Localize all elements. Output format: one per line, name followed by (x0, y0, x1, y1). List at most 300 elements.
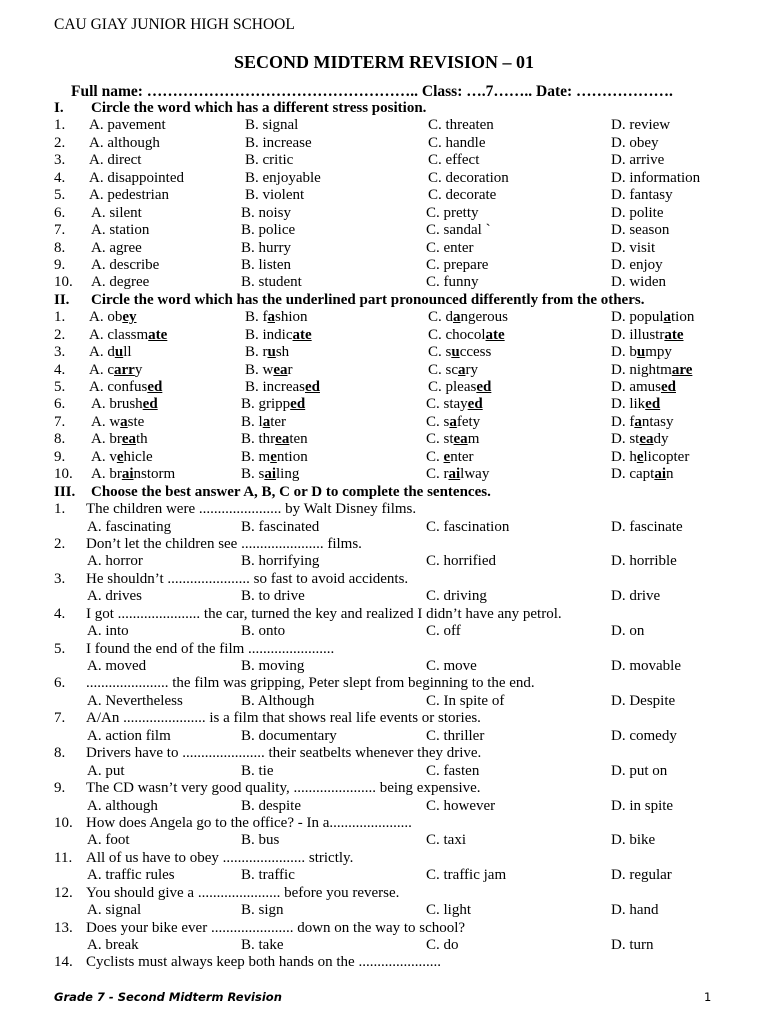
option-text: ngerous (460, 309, 509, 326)
options-row (0, 658, 768, 675)
underlined-sound: ed (142, 396, 158, 413)
answer-option[interactable]: A. although (87, 797, 158, 814)
option-text: ntion (276, 448, 308, 465)
answer-option[interactable]: A. foot (87, 832, 130, 849)
answer-option[interactable]: C. prepare (426, 256, 489, 273)
answer-option[interactable] (611, 344, 672, 361)
answer-option[interactable] (426, 431, 479, 448)
answer-option[interactable]: D. hand (611, 902, 659, 919)
question-row (0, 885, 768, 902)
answer-option[interactable]: C. horrified (426, 553, 496, 570)
answer-option[interactable] (426, 449, 474, 466)
underlined-sound: u (267, 344, 276, 361)
section-instruction: Circle the word which has the underlined part pronounced differently from the others. (91, 291, 645, 308)
question-number: 5. (54, 640, 66, 657)
answer-option[interactable] (241, 414, 286, 431)
answer-option[interactable] (89, 379, 162, 396)
answer-option[interactable] (426, 414, 480, 431)
answer-option[interactable]: B. despite (241, 797, 301, 814)
option-text: sh (275, 344, 290, 361)
question-number: 8. (54, 431, 66, 448)
answer-option[interactable]: A. direct (89, 152, 142, 169)
question-number: 6. (54, 675, 66, 692)
underlined-sound: a (634, 413, 642, 430)
answer-option[interactable]: A. break (87, 937, 139, 953)
answer-option[interactable]: D. arrive (611, 152, 665, 169)
answer-option[interactable]: C. move (426, 658, 477, 674)
option-text: C. s (428, 344, 452, 361)
option-text: ter (270, 413, 287, 430)
option-text: ste (127, 413, 145, 430)
section-heading (0, 292, 768, 309)
answer-option[interactable]: B. documentary (241, 727, 337, 744)
answer-option[interactable]: B. to drive (241, 588, 305, 605)
option-text: C. r (426, 466, 449, 483)
question-row (0, 396, 768, 413)
answer-option[interactable]: D. fantasy (611, 187, 673, 204)
answer-option[interactable]: D. regular (611, 867, 672, 884)
answer-option[interactable]: A. into (87, 623, 129, 640)
answer-option[interactable]: B. critic (245, 152, 294, 169)
answer-option[interactable]: C. decorate (428, 187, 497, 204)
answer-option[interactable]: B. horrifying (241, 553, 320, 570)
answer-option[interactable]: A. traffic rules (87, 867, 175, 884)
answer-option[interactable]: D. widen (611, 274, 666, 291)
question-number: 6. (54, 396, 66, 413)
answer-option[interactable]: B. enjoyable (245, 169, 321, 186)
question-row (0, 641, 768, 658)
underlined-sound: u (636, 344, 646, 361)
answer-option[interactable]: A. signal (87, 902, 142, 919)
section-instruction: Choose the best answer A, B, C or D to complete the sentences. (91, 483, 491, 500)
question-number: 3. (54, 570, 66, 587)
option-text: m (467, 431, 480, 448)
question-stem: The CD wasn’t very good quality, ...................... being expensive. (86, 780, 481, 797)
answer-option[interactable]: C. threaten (428, 117, 494, 134)
answer-option[interactable]: D. turn (611, 937, 654, 953)
option-text: B. m (241, 448, 271, 465)
option-text: D. h (611, 448, 637, 465)
option-text: D. lik (611, 396, 646, 413)
underlined-sound: e (116, 448, 124, 465)
question-number: 10. (54, 814, 73, 831)
answer-option[interactable] (241, 449, 308, 466)
option-text: y (134, 361, 143, 378)
question-stem: I found the end of the film ....................... (86, 640, 335, 657)
answer-option[interactable]: C. In spite of (426, 692, 505, 709)
underlined-sound: e (636, 448, 644, 465)
question-stem: All of us have to obey ...................... strictly. (86, 849, 354, 866)
option-text: A. d (89, 344, 115, 361)
underlined-sound: ate (664, 326, 684, 343)
answer-option[interactable]: B. increase (245, 134, 312, 151)
question-row (0, 152, 768, 169)
answer-option[interactable]: C. fascination (426, 518, 510, 535)
question-number: 8. (54, 745, 66, 762)
answer-option[interactable] (611, 362, 692, 379)
answer-option[interactable]: D. season (611, 222, 670, 239)
answer-option[interactable] (89, 362, 142, 379)
question-number: 7. (54, 222, 66, 239)
answer-option[interactable] (91, 449, 153, 466)
question-stem: You should give a ...................... before you reverse. (86, 884, 400, 901)
question-row (0, 117, 768, 134)
answer-option[interactable]: D. enjoy (611, 256, 663, 273)
question-row (0, 536, 768, 553)
answer-option[interactable]: C. effect (428, 152, 480, 169)
question-row (0, 205, 768, 222)
answer-option[interactable] (91, 396, 158, 413)
underlined-sound: ate (485, 326, 505, 343)
option-text: ntasy (641, 413, 674, 430)
underlined-sound: ai (264, 466, 277, 483)
underlined-sound: ea (639, 431, 654, 448)
option-text: B. l (241, 413, 263, 430)
option-text: D. st (611, 431, 640, 448)
answer-option[interactable]: D. visit (611, 239, 656, 256)
answer-option[interactable]: D. fascinate (611, 518, 683, 535)
answer-option[interactable]: C. thriller (426, 727, 485, 744)
answer-option[interactable] (611, 449, 689, 466)
answer-option[interactable] (428, 362, 478, 379)
question-number: 9. (54, 256, 66, 273)
option-text: D. illustr (611, 326, 665, 343)
question-number: 9. (54, 780, 66, 797)
answer-option[interactable] (91, 466, 175, 483)
answer-option[interactable]: A. action film (87, 727, 171, 744)
answer-option[interactable]: C. pretty (426, 204, 479, 221)
question-stem: Don’t let the children see ...................... films. (86, 535, 362, 552)
answer-option[interactable]: A. pedestrian (89, 187, 169, 204)
option-text: C. st (426, 431, 454, 448)
option-text: ry (465, 361, 478, 378)
question-stem: He shouldn’t ...................... so fast to avoid accidents. (86, 570, 409, 587)
option-text: nstorm (133, 466, 176, 483)
answer-option[interactable]: B. police (241, 222, 296, 239)
question-row (0, 780, 768, 797)
answer-option[interactable]: A. degree (91, 274, 150, 291)
underlined-sound: e (270, 448, 277, 465)
option-text: B. increas (245, 379, 305, 395)
question-stem: A/An ...................... is a film that shows real life events or stories. (86, 710, 481, 727)
underlined-sound: ai (448, 466, 461, 483)
underlined-sound: u (114, 344, 124, 361)
answer-option[interactable] (89, 327, 167, 344)
option-text: fety (456, 413, 481, 430)
question-number: 11. (54, 849, 73, 866)
answer-option[interactable]: A. horror (87, 553, 143, 570)
answer-option[interactable]: D. polite (611, 204, 664, 221)
option-text: C. sc (428, 361, 458, 378)
answer-option[interactable]: B. hurry (241, 239, 291, 256)
question-row (0, 954, 768, 971)
question-number: 4. (54, 605, 66, 622)
answer-option[interactable]: A. put (87, 762, 125, 779)
option-text: r (287, 361, 293, 378)
question-row (0, 309, 768, 326)
answer-option[interactable]: D. on (611, 623, 645, 640)
options-row (0, 867, 768, 884)
question-number: 7. (54, 710, 66, 727)
answer-option[interactable] (91, 414, 144, 431)
question-row (0, 710, 768, 727)
underlined-sound: ey (122, 309, 137, 326)
answer-option[interactable] (611, 327, 684, 344)
answer-option[interactable]: A. agree (91, 239, 142, 256)
answer-option[interactable]: C. driving (426, 588, 487, 605)
answer-option[interactable] (426, 466, 489, 483)
option-text: ten (289, 431, 308, 448)
answer-option[interactable]: A. silent (91, 204, 142, 221)
underlined-sound: a (449, 413, 457, 430)
question-row (0, 222, 768, 239)
question-number: 12. (54, 884, 73, 901)
section-number: III. (54, 483, 76, 500)
question-number: 10. (54, 466, 73, 483)
exercise-content (0, 100, 768, 972)
section-number: I. (54, 100, 64, 116)
underlined-sound: a (120, 413, 128, 430)
option-text: ll (123, 344, 132, 361)
underlined-sound: ai (121, 466, 134, 483)
answer-option[interactable]: D. movable (611, 658, 681, 674)
question-row (0, 850, 768, 867)
answer-option[interactable]: B. violent (245, 187, 305, 204)
option-text: D. capt (611, 466, 655, 483)
option-text: B. gripp (241, 396, 291, 413)
answer-option[interactable]: B. listen (241, 256, 292, 273)
option-text: B. indic (245, 326, 293, 343)
question-row (0, 187, 768, 204)
question-stem: Cyclists must always keep both hands on the ...................... (86, 954, 441, 971)
question-row (0, 571, 768, 588)
answer-option[interactable]: B. noisy (241, 204, 292, 221)
underlined-sound: ed (467, 396, 483, 413)
underlined-sound: ea (453, 431, 468, 448)
answer-option[interactable] (89, 344, 132, 361)
answer-option[interactable]: D. drive (611, 588, 661, 605)
answer-option[interactable] (611, 379, 676, 396)
question-number: 1. (54, 501, 66, 518)
answer-option[interactable]: B. take (241, 937, 284, 953)
option-text: A. w (91, 413, 121, 430)
underlined-sound: ea (121, 431, 136, 448)
underlined-sound: ate (292, 326, 312, 343)
answer-option[interactable]: C. off (426, 623, 461, 640)
answer-option[interactable]: C. sandal ` (426, 222, 491, 239)
answer-option[interactable] (245, 327, 312, 344)
option-text: A. c (89, 361, 114, 378)
option-text: A. classm (89, 326, 149, 343)
options-row (0, 623, 768, 640)
question-row (0, 745, 768, 762)
option-text: C. pleas (428, 379, 477, 395)
options-row (0, 519, 768, 536)
question-number: 8. (54, 239, 66, 256)
underlined-sound: ed (661, 379, 676, 395)
option-text: B. r (245, 344, 268, 361)
question-row (0, 257, 768, 274)
question-number: 7. (54, 413, 66, 430)
answer-option[interactable] (245, 379, 320, 396)
answer-option[interactable]: D. bike (611, 832, 656, 849)
answer-option[interactable]: A. drives (87, 588, 142, 605)
question-number: 3. (54, 344, 66, 361)
question-row (0, 606, 768, 623)
answer-option[interactable]: C. funny (426, 274, 479, 291)
section-instruction: Circle the word which has a different stress position. (91, 100, 427, 116)
option-text: D. popul (611, 309, 664, 326)
question-stem: Drivers have to ...................... their seatbelts whenever they drive. (86, 745, 482, 762)
answer-option[interactable]: D. Despite (611, 692, 676, 709)
underlined-sound: ea (273, 361, 288, 378)
option-text: nter (450, 448, 474, 465)
answer-option[interactable]: C. taxi (426, 832, 466, 849)
answer-option[interactable] (89, 309, 137, 326)
answer-option[interactable]: A. moved (87, 658, 147, 674)
answer-option[interactable]: D. put on (611, 762, 668, 779)
underlined-sound: a (267, 309, 275, 326)
underlined-sound: ate (148, 326, 168, 343)
answer-option[interactable] (241, 396, 305, 413)
answer-option[interactable]: B. student (241, 274, 302, 291)
answer-option[interactable] (241, 431, 308, 448)
answer-option[interactable]: C. enter (426, 239, 474, 256)
answer-option[interactable] (428, 327, 505, 344)
answer-option[interactable] (611, 414, 674, 431)
underlined-sound: ed (290, 396, 306, 413)
question-row (0, 414, 768, 431)
answer-option[interactable] (611, 396, 660, 413)
option-text: tion (671, 309, 695, 326)
answer-option[interactable]: A. describe (91, 256, 160, 273)
answer-option[interactable]: B. fascinated (241, 518, 320, 535)
question-row (0, 501, 768, 518)
underlined-sound: a (663, 309, 671, 326)
question-stem: Does your bike ever ...................... down on the way to school? (86, 919, 466, 936)
option-text: C. chocol (428, 326, 486, 343)
answer-option[interactable]: D. in spite (611, 797, 674, 814)
answer-option[interactable] (245, 309, 308, 326)
answer-option[interactable] (611, 431, 669, 448)
answer-option[interactable]: A. although (89, 134, 160, 151)
answer-option[interactable]: B. moving (241, 658, 305, 674)
question-number: 5. (54, 187, 66, 204)
answer-option[interactable] (91, 431, 148, 448)
question-stem: I got ...................... the car, turned the key and realized I didn’t have any petrol. (86, 605, 562, 622)
question-stem: ...................... the film was gripping, Peter slept from beginning to the end. (86, 675, 535, 692)
options-row (0, 832, 768, 849)
question-number: 9. (54, 448, 66, 465)
answer-option[interactable]: C. handle (428, 134, 486, 151)
underlined-sound: ed (476, 379, 492, 395)
answer-option[interactable]: C. however (426, 797, 496, 814)
section-heading (0, 484, 768, 501)
answer-option[interactable] (428, 379, 491, 396)
page-number: 1 (704, 990, 712, 1004)
answer-option[interactable] (245, 362, 293, 379)
option-text: D. nightm (611, 361, 672, 378)
question-number: 3. (54, 152, 66, 169)
option-text: n (666, 466, 674, 483)
fullname-line: Full name: …………………………………………….. Class: ….7…….. Date: ………………. (71, 83, 673, 100)
option-text: B. thr (241, 431, 276, 448)
answer-option[interactable]: A. pavement (89, 117, 166, 134)
answer-option[interactable]: B. signal (245, 117, 299, 134)
option-text: shion (275, 309, 308, 326)
option-text: C. d (428, 309, 454, 326)
answer-option[interactable]: C. traffic jam (426, 867, 507, 884)
answer-option[interactable]: B. bus (241, 832, 280, 849)
question-row (0, 170, 768, 187)
answer-option[interactable]: C. light (426, 902, 472, 919)
option-text: D. b (611, 344, 637, 361)
answer-option[interactable]: B. onto (241, 623, 286, 640)
question-row (0, 920, 768, 937)
answer-option[interactable] (428, 309, 508, 326)
underlined-sound: are (671, 361, 693, 378)
question-number: 1. (54, 309, 66, 326)
question-number: 13. (54, 919, 73, 936)
answer-option[interactable]: B. sign (241, 902, 284, 919)
underlined-sound: arr (114, 361, 135, 378)
page-title: SECOND MIDTERM REVISION – 01 (233, 52, 535, 72)
option-text: B. w (245, 361, 274, 378)
answer-option[interactable]: A. station (91, 222, 150, 239)
answer-option[interactable]: A. fascinating (87, 518, 172, 535)
answer-option[interactable] (428, 344, 491, 361)
options-row (0, 693, 768, 710)
answer-option[interactable] (611, 309, 694, 326)
question-number: 4. (54, 169, 66, 186)
section-heading (0, 100, 768, 117)
options-row (0, 588, 768, 605)
answer-option[interactable]: D. comedy (611, 727, 677, 744)
question-number: 2. (54, 326, 66, 343)
question-row (0, 379, 768, 396)
question-row (0, 449, 768, 466)
answer-option[interactable] (245, 344, 289, 361)
answer-option[interactable]: D. review (611, 117, 671, 134)
question-number: 5. (54, 379, 66, 395)
answer-option[interactable] (241, 466, 299, 483)
options-row (0, 553, 768, 570)
answer-option[interactable]: A. disappointed (89, 169, 184, 186)
answer-option[interactable]: A. Nevertheless (87, 692, 183, 709)
answer-option[interactable]: B. tie (241, 762, 274, 779)
question-row (0, 815, 768, 832)
answer-option[interactable]: D. information (611, 169, 701, 186)
answer-option[interactable]: D. horrible (611, 553, 677, 570)
answer-option[interactable]: C. do (426, 937, 459, 953)
option-text: dy (653, 431, 669, 448)
question-number: 4. (54, 361, 66, 378)
answer-option[interactable]: C. fasten (426, 762, 480, 779)
question-number: 1. (54, 117, 66, 134)
option-text: th (136, 431, 148, 448)
answer-option[interactable]: C. decoration (428, 169, 509, 186)
option-text: licopter (643, 448, 690, 465)
answer-option[interactable] (611, 466, 674, 483)
answer-option[interactable]: D. obey (611, 134, 659, 151)
underlined-sound: ed (645, 396, 661, 413)
question-stem: The children were ...................... by Walt Disney films. (86, 501, 417, 518)
question-row (0, 240, 768, 257)
option-text: A. br (91, 431, 122, 448)
answer-option[interactable] (426, 396, 483, 413)
answer-option[interactable]: B. Although (241, 692, 315, 709)
answer-option[interactable]: B. traffic (241, 867, 295, 884)
